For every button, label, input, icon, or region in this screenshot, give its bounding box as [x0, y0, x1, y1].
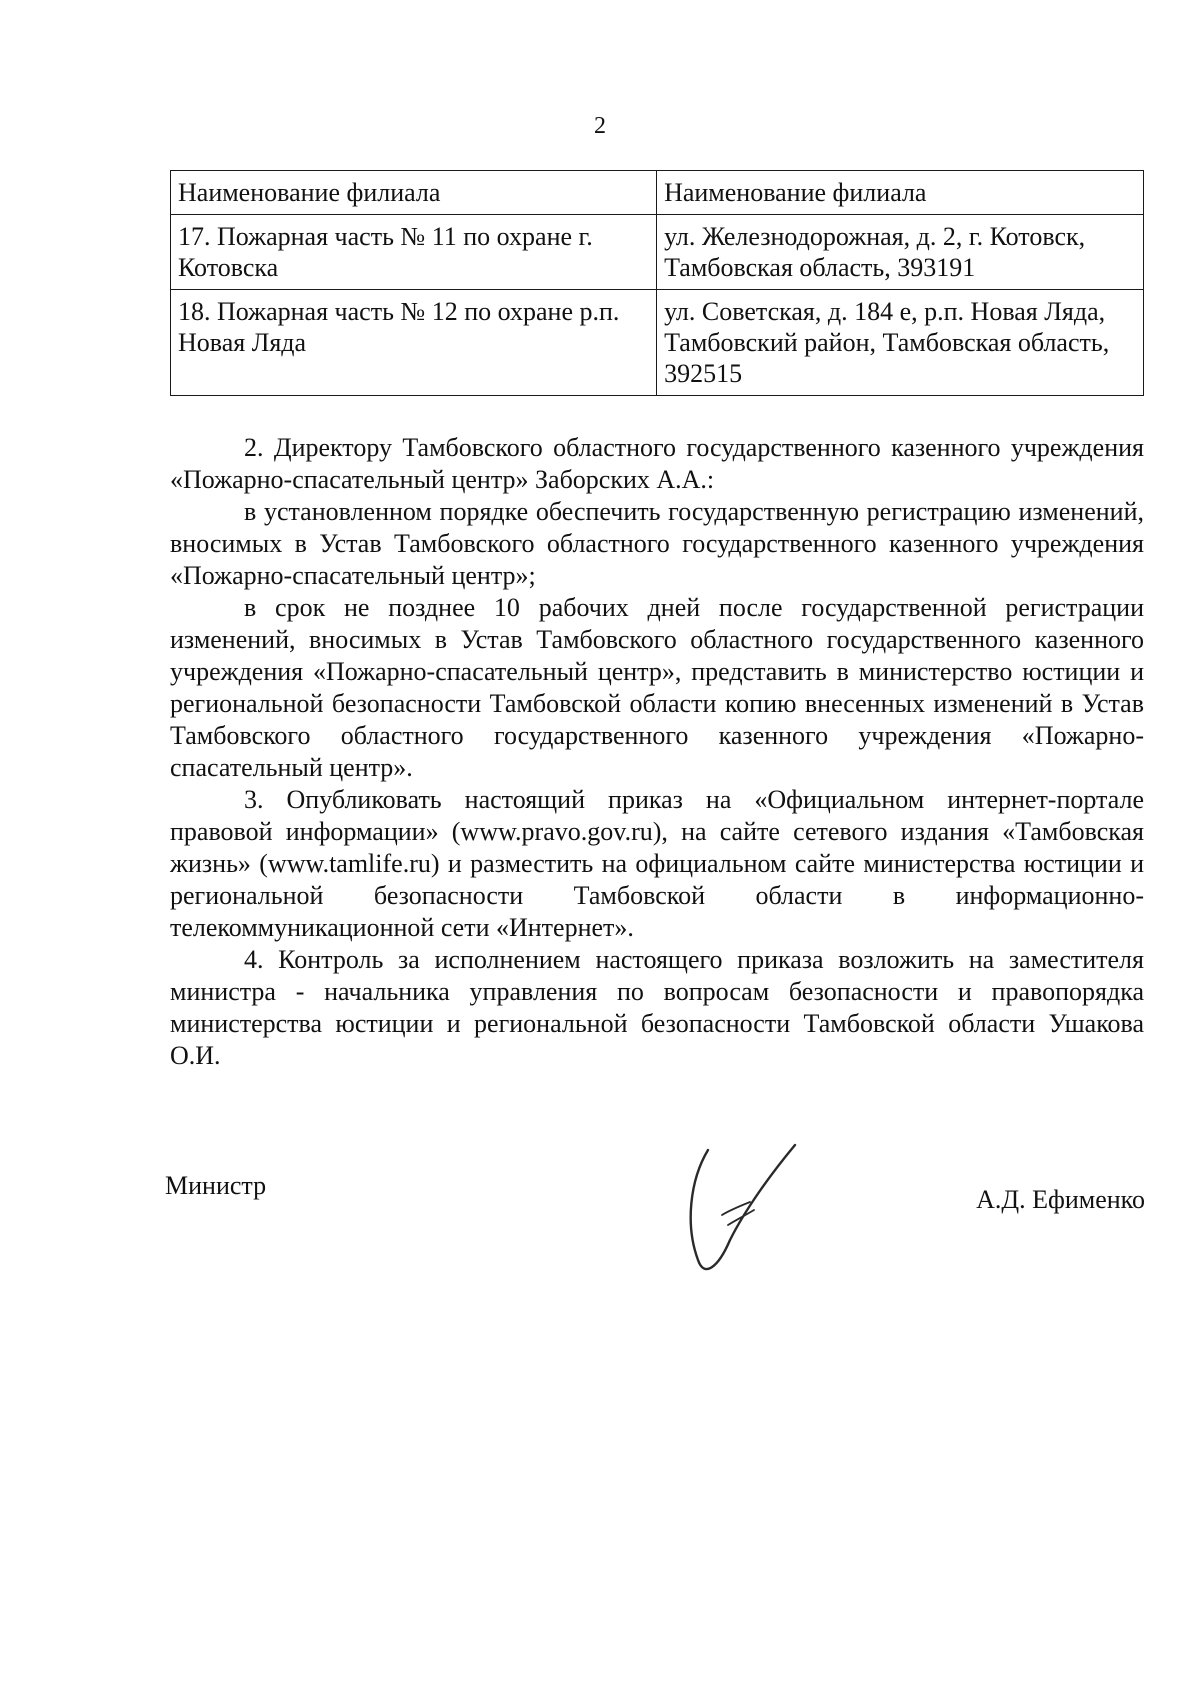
branch-name-cell: 18. Пожарная часть № 12 по охране р.п. Новая Ляда	[171, 290, 657, 396]
page-number: 2	[594, 113, 606, 139]
paragraph-item-4: 4. Контроль за исполнением настоящего приказа возложить на заместителя министра - начальника управления по вопросам безопасности и правопорядка министерства юстиции и региональной безопасности Тамбовской области Ушакова О.И.	[170, 945, 1144, 1070]
signatory-name: А.Д. Ефименко	[976, 1185, 1145, 1214]
branch-name-cell: 17. Пожарная часть № 11 по охране г. Котовска	[171, 215, 657, 290]
paragraph-registration: в установленном порядке обеспечить государственную регистрацию изменений, вносимых в Устав Тамбовского областного государственного казенного учреждения «Пожарно-спасательный центр»;	[170, 497, 1144, 590]
table-header-cell: Наименование филиала	[657, 171, 1144, 215]
paragraph-item-3: 3. Опубликовать настоящий приказ на «Официальном интернет-портале правовой информации» (www.pravo.gov.ru), на сайте сетевого издания «Тамбовская жизнь» (www.tamlife.ru) и разместить на официальном сайте министерства юстиции и региональной безопасности Тамбовской области в информационно-телекоммуникационной сети «Интернет».	[170, 785, 1144, 942]
branch-address-cell: ул. Железнодорожная, д. 2, г. Котовск, Тамбовская область, 393191	[657, 215, 1144, 290]
paragraph-deadline: в срок не позднее 10 рабочих дней после государственной регистрации изменений, вносимых в Устав Тамбовского областного государственного казенного учреждения «Пожарно-спасательный центр», представить в министерство юстиции и региональной безопасности Тамбовской области копию внесенных изменений в Устав Тамбовского областного государственного казенного учреждения «Пожарно-спасательный центр».	[170, 593, 1144, 782]
table-header-row	[171, 171, 1144, 215]
signatory-title: Министр	[165, 1171, 267, 1200]
table-header-cell: Наименование филиала	[171, 171, 657, 215]
table-row	[171, 290, 1144, 396]
handwritten-signature	[670, 1140, 820, 1290]
paragraph-item-2: 2. Директору Тамбовского областного государственного казенного учреждения «Пожарно-спасательный центр» Заборских А.А.:	[170, 433, 1144, 494]
branch-address-cell: ул. Советская, д. 184 е, р.п. Новая Ляда, Тамбовский район, Тамбовская область, 392515	[657, 290, 1144, 396]
signature-block	[165, 1170, 1145, 1290]
branches-table	[170, 170, 1144, 396]
table-row	[171, 215, 1144, 290]
order-body	[170, 432, 1144, 1072]
